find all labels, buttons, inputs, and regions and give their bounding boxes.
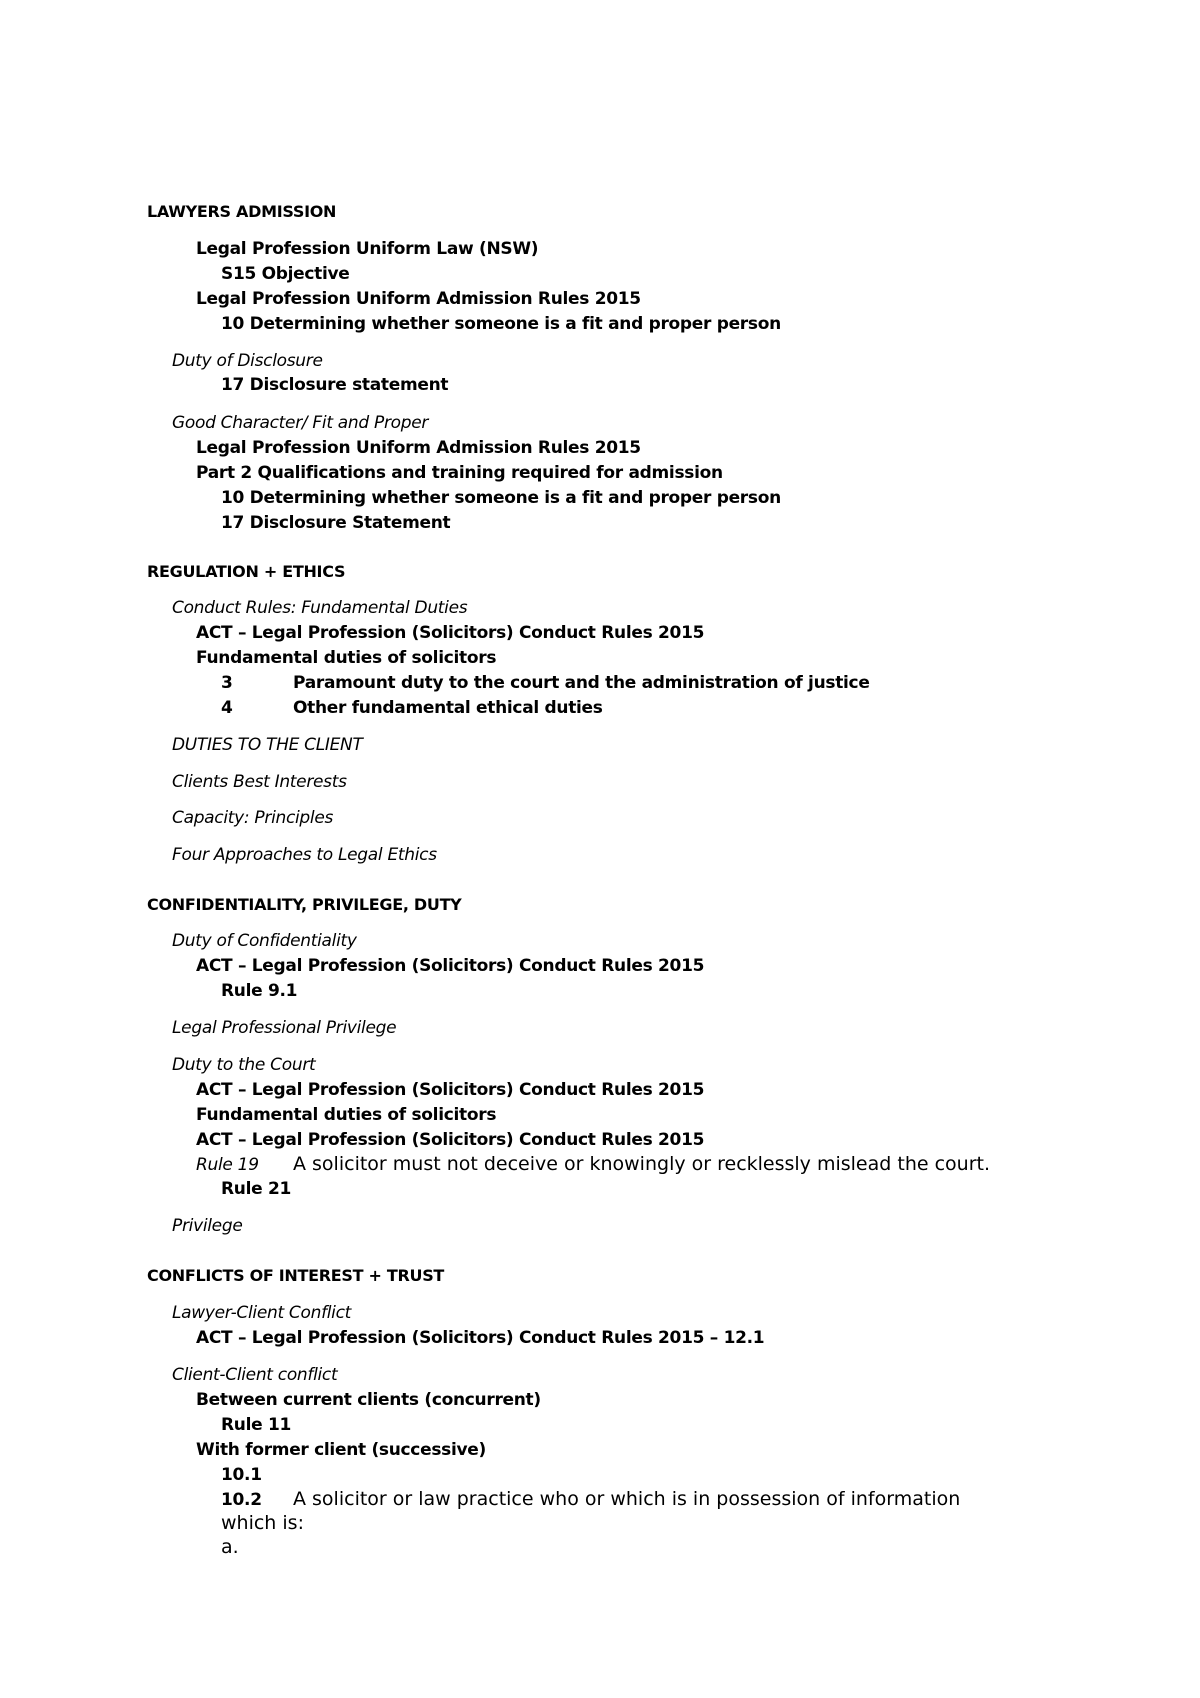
admission-line-9: 17 Disclosure Statement — [221, 513, 451, 533]
section-heading-admission: LAWYERS ADMISSION — [147, 202, 337, 221]
admission-line-5: 17 Disclosure statement — [221, 375, 449, 395]
conflicts-line-3: Rule 11 — [221, 1415, 292, 1435]
admission-subheading-1: Duty of Disclosure — [172, 351, 323, 371]
regulation-rule-3 — [221, 672, 870, 694]
admission-subheading-2: Good Character/ Fit and Proper — [172, 413, 429, 433]
rule-10-2-line — [221, 1488, 960, 1511]
conflicts-line-5: 10.1 — [221, 1465, 262, 1485]
regulation-subheading-2: DUTIES TO THE CLIENT — [172, 735, 363, 755]
section-heading-confidentiality: CONFIDENTIALITY, PRIVILEGE, DUTY — [147, 895, 462, 914]
admission-line-1: Legal Profession Uniform Law (NSW) — [196, 239, 539, 259]
regulation-subheading-1: Conduct Rules: Fundamental Duties — [172, 598, 468, 618]
regulation-subheading-4: Capacity: Principles — [172, 808, 334, 828]
confidentiality-subheading-1: Duty of Confidentiality — [172, 931, 357, 951]
confidentiality-subheading-2: Legal Professional Privilege — [172, 1018, 397, 1038]
admission-line-2: S15 Objective — [221, 264, 350, 284]
conflicts-subheading-2: Client-Client conflict — [172, 1365, 338, 1385]
regulation-rule-4 — [221, 697, 603, 719]
confidentiality-line-3: ACT – Legal Profession (Solicitors) Conduct Rules 2015 — [196, 1080, 705, 1100]
regulation-line-1: ACT – Legal Profession (Solicitors) Conduct Rules 2015 — [196, 623, 705, 643]
admission-line-7: Part 2 Qualifications and training required for admission — [196, 463, 723, 483]
regulation-subheading-5: Four Approaches to Legal Ethics — [172, 845, 437, 865]
rule-19-text: A solicitor must not deceive or knowingly or recklessly mislead the court. — [293, 1153, 990, 1175]
regulation-line-2: Fundamental duties of solicitors — [196, 648, 497, 668]
section-heading-conflicts: CONFLICTS OF INTEREST + TRUST — [147, 1266, 445, 1285]
rule-19-line — [196, 1153, 990, 1176]
confidentiality-line-5: ACT – Legal Profession (Solicitors) Conduct Rules 2015 — [196, 1130, 705, 1150]
regulation-subheading-3: Clients Best Interests — [172, 772, 347, 792]
admission-line-6: Legal Profession Uniform Admission Rules 2015 — [196, 438, 641, 458]
confidentiality-subheading-4: Privilege — [172, 1216, 243, 1236]
conflicts-line-2: Between current clients (concurrent) — [196, 1390, 541, 1410]
conflicts-subheading-1: Lawyer-Client Conflict — [172, 1303, 352, 1323]
rule-text: Paramount duty to the court and the administration of justice — [293, 673, 870, 693]
conflicts-line-4: With former client (successive) — [196, 1440, 486, 1460]
rule-10-2-continuation: which is: — [221, 1512, 304, 1534]
rule-text: Other fundamental ethical duties — [293, 698, 603, 718]
rule-number: 3 — [221, 673, 233, 693]
rule-10-2-item-a: a. — [221, 1536, 239, 1558]
admission-line-4: 10 Determining whether someone is a fit and proper person — [221, 314, 781, 334]
rule-10-2-text: A solicitor or law practice who or which is in possession of information — [293, 1488, 961, 1510]
admission-line-8: 10 Determining whether someone is a fit and proper person — [221, 488, 781, 508]
confidentiality-line-1: ACT – Legal Profession (Solicitors) Conduct Rules 2015 — [196, 956, 705, 976]
conflicts-line-1: ACT – Legal Profession (Solicitors) Conduct Rules 2015 – 12.1 — [196, 1328, 765, 1348]
section-heading-regulation: REGULATION + ETHICS — [147, 562, 346, 581]
confidentiality-line-6: Rule 21 — [221, 1179, 292, 1199]
confidentiality-line-2: Rule 9.1 — [221, 981, 298, 1001]
rule-number: 4 — [221, 698, 233, 718]
admission-line-3: Legal Profession Uniform Admission Rules 2015 — [196, 289, 641, 309]
confidentiality-line-4: Fundamental duties of solicitors — [196, 1105, 497, 1125]
rule-10-2-label: 10.2 — [221, 1490, 262, 1510]
rule-19-label: Rule 19 — [196, 1155, 259, 1175]
confidentiality-subheading-3: Duty to the Court — [172, 1055, 316, 1075]
